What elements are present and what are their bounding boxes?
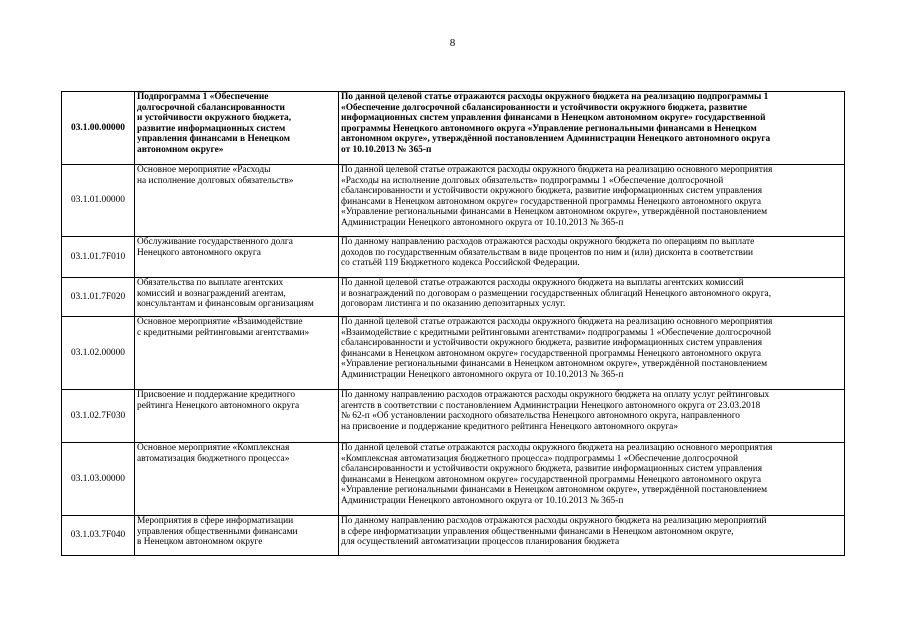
target-article-description: По данной целевой статье отражаются расходы окружного бюджета на реализацию основного мероприятия «Взаимодействие с кредитными рейтинговыми агентствами» подпрограммы 1 «Обеспечение долгосрочной сбалансированности и устойчивости окружного бюджета, развитие информационных систем управления финансами в Ненецком автономном округе» государственной программы Ненецкого автономного округа «Управление региональными финансами в Ненецком автономном округе», утверждённой постановлением Администрации Ненецкого автономного округа от 10.10.2013 № 365-п bbox=[339, 317, 845, 390]
target-article-code: 03.1.00.00000 bbox=[62, 92, 135, 165]
target-article-code: 03.1.02.7F030 bbox=[62, 390, 135, 443]
target-article-name: Основное мероприятие «Взаимодействие с кредитными рейтинговыми агентствами» bbox=[135, 317, 339, 390]
target-article-description: По данному направлению расходов отражаются расходы окружного бюджета по операциям по выплате доходов по государственным обязательствам в виде процентов по ним и (или) дисконта в соответствии со статьёй 119 Бюджетного кодекса Российской Федерации. bbox=[339, 237, 845, 278]
target-article-name: Присвоение и поддержание кредитного рейтинга Ненецкого автономного округа bbox=[135, 390, 339, 443]
target-article-name: Основное мероприятие «Комплексная автоматизация бюджетного процесса» bbox=[135, 443, 339, 516]
table-row bbox=[62, 278, 845, 317]
table-row bbox=[62, 390, 845, 443]
target-article-code: 03.1.03.7F040 bbox=[62, 516, 135, 556]
target-article-code: 03.1.01.00000 bbox=[62, 165, 135, 237]
table-row bbox=[62, 92, 845, 165]
table-row bbox=[62, 165, 845, 237]
target-article-name: Обслуживание государственного долга Ненецкого автономного округа bbox=[135, 237, 339, 278]
table-row bbox=[62, 516, 845, 556]
target-article-code: 03.1.03.00000 bbox=[62, 443, 135, 516]
target-article-name: Мероприятия в сфере информатизации управления общественными финансами в Ненецком автономном округе bbox=[135, 516, 339, 556]
target-article-description: По данному направлению расходов отражаются расходы окружного бюджета на реализацию мероприятий в сфере информатизации управления общественными финансами в Ненецком автономном округе, для осуществлений автоматизации процессов планирования бюджета bbox=[339, 516, 845, 556]
target-article-name: Основное мероприятие «Расходы на исполнение долговых обязательств» bbox=[135, 165, 339, 237]
target-article-description: По данной целевой статье отражаются расходы окружного бюджета на выплаты агентских комиссий и вознаграждений по договорам о размещении государственных облигаций Ненецкого автономного округа, договорам листинга и по оказанию депозитарных услуг. bbox=[339, 278, 845, 317]
table-row bbox=[62, 237, 845, 278]
target-article-description: По данной целевой статье отражаются расходы окружного бюджета на реализацию основного мероприятия «Комплексная автоматизация бюджетного процесса» подпрограммы 1 «Обеспечение долгосрочной сбалансированности и устойчивости окружного бюджета, развитие информационных систем управления финансами в Ненецком автономном округе» государственной программы Ненецкого автономного округа «Управление региональными финансами в Ненецком автономном округе», утверждённой постановлением Администрации Ненецкого автономного округа от 10.10.2013 № 365-п bbox=[339, 443, 845, 516]
page-number: 8 bbox=[449, 37, 456, 49]
target-article-name: Обязательства по выплате агентских комиссий и вознаграждений агентам, консультантам и финансовым организациям bbox=[135, 278, 339, 317]
target-articles-table bbox=[61, 91, 845, 556]
table-row bbox=[62, 443, 845, 516]
target-article-name: Подпрограмма 1 «Обеспечение долгосрочной сбалансированности и устойчивости окружного бюджета, развитие информационных систем управления финансами в Ненецком автономном округе» bbox=[135, 92, 339, 165]
target-article-description: По данной целевой статье отражаются расходы окружного бюджета на реализацию подпрограммы 1 «Обеспечение долгосрочной сбалансированности и устойчивости окружного бюджета, развитие информационных систем управления финансами в Ненецком автономном округе» государственной программы Ненецкого автономного округа «Управление региональными финансами в Ненецком автономном округе», утверждённой постановлением Администрации Ненецкого автономного округа от 10.10.2013 № 365-п bbox=[339, 92, 845, 165]
target-article-code: 03.1.01.7F020 bbox=[62, 278, 135, 317]
target-article-description: По данному направлению расходов отражаются расходы окружного бюджета на оплату услуг рейтинговых агентств в соответствии с постановлением Администрации Ненецкого автономного округа от 23.03.2018 № 62-п «Об установлении расходного обязательства Ненецкого автономного округа, направленного на присвоение и поддержание кредитного рейтинга Ненецкого автономного округа» bbox=[339, 390, 845, 443]
target-article-code: 03.1.02.00000 bbox=[62, 317, 135, 390]
target-article-code: 03.1.01.7F010 bbox=[62, 237, 135, 278]
target-article-description: По данной целевой статье отражаются расходы окружного бюджета на реализацию основного мероприятия «Расходы на исполнение долговых обязательств» подпрограммы 1 «Обеспечение долгосрочной сбалансированности и устойчивости окружного бюджета, развитие информационных систем управления финансами в Ненецком автономном округе» государственной программы Ненецкого автономного округа «Управление региональными финансами в Ненецком автономном округе», утверждённой постановлением Администрации Ненецкого автономного округа от 10.10.2013 № 365-п bbox=[339, 165, 845, 237]
table-row bbox=[62, 317, 845, 390]
